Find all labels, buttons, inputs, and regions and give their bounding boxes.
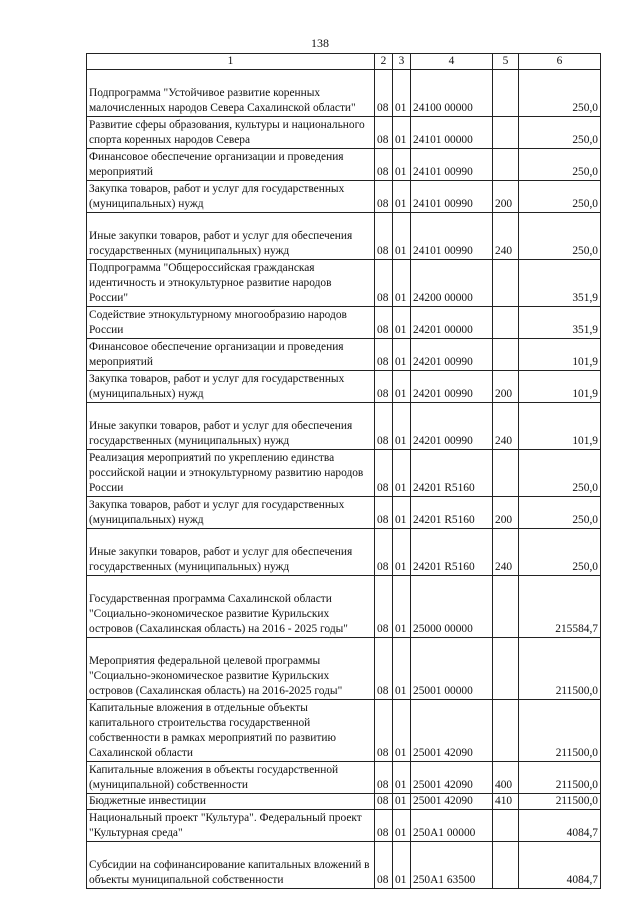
row-code-4-cell: 24201 00000 <box>411 307 493 339</box>
row-code-5-cell <box>493 700 519 762</box>
table-row <box>87 149 601 181</box>
row-amount-cell: 351,9 <box>519 260 601 307</box>
row-code-3-cell: 01 <box>393 339 411 371</box>
row-code-4-cell: 25000 00000 <box>411 576 493 638</box>
row-amount-cell: 211500,0 <box>519 700 601 762</box>
row-code-4-cell: 24101 00000 <box>411 117 493 149</box>
row-code-5-cell: 240 <box>493 213 519 260</box>
row-name-cell: Финансовое обеспечение организации и проведения мероприятий <box>87 339 375 371</box>
row-code-2-cell: 08 <box>375 529 393 576</box>
row-code-3-cell: 01 <box>393 576 411 638</box>
row-code-5-cell: 200 <box>493 181 519 213</box>
table-row <box>87 260 601 307</box>
row-code-3-cell: 01 <box>393 762 411 794</box>
table-row <box>87 762 601 794</box>
row-amount-cell: 211500,0 <box>519 762 601 794</box>
column-header-4: 4 <box>411 54 493 70</box>
row-amount-cell: 250,0 <box>519 497 601 529</box>
row-code-2-cell: 08 <box>375 842 393 889</box>
row-code-4-cell: 24101 00990 <box>411 181 493 213</box>
row-code-3-cell: 01 <box>393 149 411 181</box>
row-amount-cell: 250,0 <box>519 213 601 260</box>
row-code-5-cell: 240 <box>493 403 519 450</box>
row-code-2-cell: 08 <box>375 794 393 810</box>
table-row <box>87 576 601 638</box>
table-row <box>87 403 601 450</box>
row-code-3-cell: 01 <box>393 497 411 529</box>
row-amount-cell: 250,0 <box>519 117 601 149</box>
row-amount-cell: 101,9 <box>519 371 601 403</box>
row-code-5-cell: 410 <box>493 794 519 810</box>
row-code-3-cell: 01 <box>393 403 411 450</box>
row-name-cell: Национальный проект "Культура". Федеральный проект "Культурная среда" <box>87 810 375 842</box>
row-name-cell: Реализация мероприятий по укреплению единства российской нации и этнокультурному развитию народов России <box>87 450 375 497</box>
row-code-2-cell: 08 <box>375 810 393 842</box>
row-code-5-cell <box>493 638 519 700</box>
table-row <box>87 497 601 529</box>
row-name-cell: Подпрограмма "Общероссийская гражданская идентичность и этнокультурное развитие народов России" <box>87 260 375 307</box>
row-code-3-cell: 01 <box>393 700 411 762</box>
row-code-4-cell: 25001 00000 <box>411 638 493 700</box>
row-code-2-cell: 08 <box>375 307 393 339</box>
row-code-5-cell <box>493 810 519 842</box>
row-code-4-cell: 24100 00000 <box>411 70 493 117</box>
row-code-2-cell: 08 <box>375 117 393 149</box>
row-code-5-cell <box>493 842 519 889</box>
row-code-5-cell <box>493 576 519 638</box>
row-code-2-cell: 08 <box>375 339 393 371</box>
row-code-5-cell <box>493 70 519 117</box>
row-code-3-cell: 01 <box>393 450 411 497</box>
row-code-5-cell: 200 <box>493 497 519 529</box>
row-code-3-cell: 01 <box>393 213 411 260</box>
row-name-cell: Иные закупки товаров, работ и услуг для обеспечения государственных (муниципальных) нужд <box>87 213 375 260</box>
row-name-cell: Государственная программа Сахалинской области "Социально-экономическое развитие Курильских островов (Сахалинская область) на 2016 - 2025 годы" <box>87 576 375 638</box>
column-header-5: 5 <box>493 54 519 70</box>
row-amount-cell: 211500,0 <box>519 794 601 810</box>
row-name-cell: Закупка товаров, работ и услуг для государственных (муниципальных) нужд <box>87 371 375 403</box>
table-row <box>87 213 601 260</box>
table-row <box>87 842 601 889</box>
row-name-cell: Развитие сферы образования, культуры и национального спорта коренных народов Севера <box>87 117 375 149</box>
row-code-4-cell: 24201 R5160 <box>411 529 493 576</box>
column-header-6: 6 <box>519 54 601 70</box>
row-code-2-cell: 08 <box>375 149 393 181</box>
row-code-2-cell: 08 <box>375 762 393 794</box>
table-row <box>87 529 601 576</box>
row-code-3-cell: 01 <box>393 70 411 117</box>
table-row <box>87 638 601 700</box>
row-name-cell: Бюджетные инвестиции <box>87 794 375 810</box>
row-code-5-cell: 400 <box>493 762 519 794</box>
table-row <box>87 70 601 117</box>
table-row <box>87 810 601 842</box>
budget-table <box>86 53 601 889</box>
row-code-2-cell: 08 <box>375 497 393 529</box>
row-code-2-cell: 08 <box>375 403 393 450</box>
row-code-3-cell: 01 <box>393 529 411 576</box>
row-code-2-cell: 08 <box>375 576 393 638</box>
row-code-2-cell: 08 <box>375 700 393 762</box>
row-code-5-cell <box>493 339 519 371</box>
row-code-2-cell: 08 <box>375 638 393 700</box>
row-name-cell: Закупка товаров, работ и услуг для государственных (муниципальных) нужд <box>87 497 375 529</box>
row-code-3-cell: 01 <box>393 638 411 700</box>
page-number: 138 <box>311 36 329 50</box>
row-code-3-cell: 01 <box>393 181 411 213</box>
table-body <box>87 70 601 889</box>
row-code-5-cell <box>493 117 519 149</box>
row-name-cell: Закупка товаров, работ и услуг для государственных (муниципальных) нужд <box>87 181 375 213</box>
column-header-1: 1 <box>87 54 375 70</box>
row-code-2-cell: 08 <box>375 181 393 213</box>
row-code-5-cell: 200 <box>493 371 519 403</box>
row-code-4-cell: 24201 00990 <box>411 339 493 371</box>
row-name-cell: Подпрограмма "Устойчивое развитие коренных малочисленных народов Севера Сахалинской области" <box>87 70 375 117</box>
row-code-2-cell: 08 <box>375 213 393 260</box>
row-amount-cell: 250,0 <box>519 149 601 181</box>
column-header-2: 2 <box>375 54 393 70</box>
row-code-2-cell: 08 <box>375 450 393 497</box>
row-amount-cell: 250,0 <box>519 70 601 117</box>
table-row <box>87 794 601 810</box>
row-amount-cell: 250,0 <box>519 529 601 576</box>
row-code-3-cell: 01 <box>393 260 411 307</box>
row-code-4-cell: 25001 42090 <box>411 762 493 794</box>
row-name-cell: Субсидии на софинансирование капитальных вложений в объекты муниципальной собственности <box>87 842 375 889</box>
row-amount-cell: 101,9 <box>519 339 601 371</box>
row-code-2-cell: 08 <box>375 371 393 403</box>
row-code-3-cell: 01 <box>393 842 411 889</box>
row-code-3-cell: 01 <box>393 794 411 810</box>
table-row <box>87 450 601 497</box>
row-code-4-cell: 24101 00990 <box>411 213 493 260</box>
column-header-3: 3 <box>393 54 411 70</box>
row-code-5-cell <box>493 260 519 307</box>
row-name-cell: Иные закупки товаров, работ и услуг для обеспечения государственных (муниципальных) нужд <box>87 529 375 576</box>
row-code-5-cell <box>493 149 519 181</box>
row-code-4-cell: 25001 42090 <box>411 794 493 810</box>
row-amount-cell: 101,9 <box>519 403 601 450</box>
row-name-cell: Мероприятия федеральной целевой программы "Социально-экономическое развитие Курильских островов (Сахалинская область) на 2016-2025 годы" <box>87 638 375 700</box>
row-code-2-cell: 08 <box>375 70 393 117</box>
row-code-4-cell: 24201 R5160 <box>411 497 493 529</box>
row-code-4-cell: 24201 00990 <box>411 371 493 403</box>
row-amount-cell: 211500,0 <box>519 638 601 700</box>
table-row <box>87 700 601 762</box>
row-code-4-cell: 24101 00990 <box>411 149 493 181</box>
row-code-4-cell: 25001 42090 <box>411 700 493 762</box>
row-code-5-cell <box>493 307 519 339</box>
row-code-4-cell: 250A1 00000 <box>411 810 493 842</box>
row-amount-cell: 215584,7 <box>519 576 601 638</box>
row-code-4-cell: 24201 R5160 <box>411 450 493 497</box>
row-name-cell: Финансовое обеспечение организации и проведения мероприятий <box>87 149 375 181</box>
row-name-cell: Содействие этнокультурному многообразию народов России <box>87 307 375 339</box>
table-row <box>87 371 601 403</box>
row-code-5-cell: 240 <box>493 529 519 576</box>
row-code-3-cell: 01 <box>393 371 411 403</box>
row-amount-cell: 4084,7 <box>519 810 601 842</box>
row-amount-cell: 4084,7 <box>519 842 601 889</box>
row-code-4-cell: 24200 00000 <box>411 260 493 307</box>
row-name-cell: Иные закупки товаров, работ и услуг для обеспечения государственных (муниципальных) нужд <box>87 403 375 450</box>
row-amount-cell: 250,0 <box>519 181 601 213</box>
row-code-3-cell: 01 <box>393 117 411 149</box>
header-row <box>87 54 601 70</box>
row-code-2-cell: 08 <box>375 260 393 307</box>
table-row <box>87 307 601 339</box>
table-row <box>87 181 601 213</box>
row-name-cell: Капитальные вложения в объекты государственной (муниципальной) собственности <box>87 762 375 794</box>
row-code-4-cell: 24201 00990 <box>411 403 493 450</box>
row-amount-cell: 250,0 <box>519 450 601 497</box>
table-row <box>87 339 601 371</box>
row-code-3-cell: 01 <box>393 307 411 339</box>
row-amount-cell: 351,9 <box>519 307 601 339</box>
row-name-cell: Капитальные вложения в отдельные объекты капитального строительства государственной собственности в рамках мероприятий по развитию Сахалинской области <box>87 700 375 762</box>
table-row <box>87 117 601 149</box>
row-code-4-cell: 250A1 63500 <box>411 842 493 889</box>
row-code-3-cell: 01 <box>393 810 411 842</box>
row-code-5-cell <box>493 450 519 497</box>
